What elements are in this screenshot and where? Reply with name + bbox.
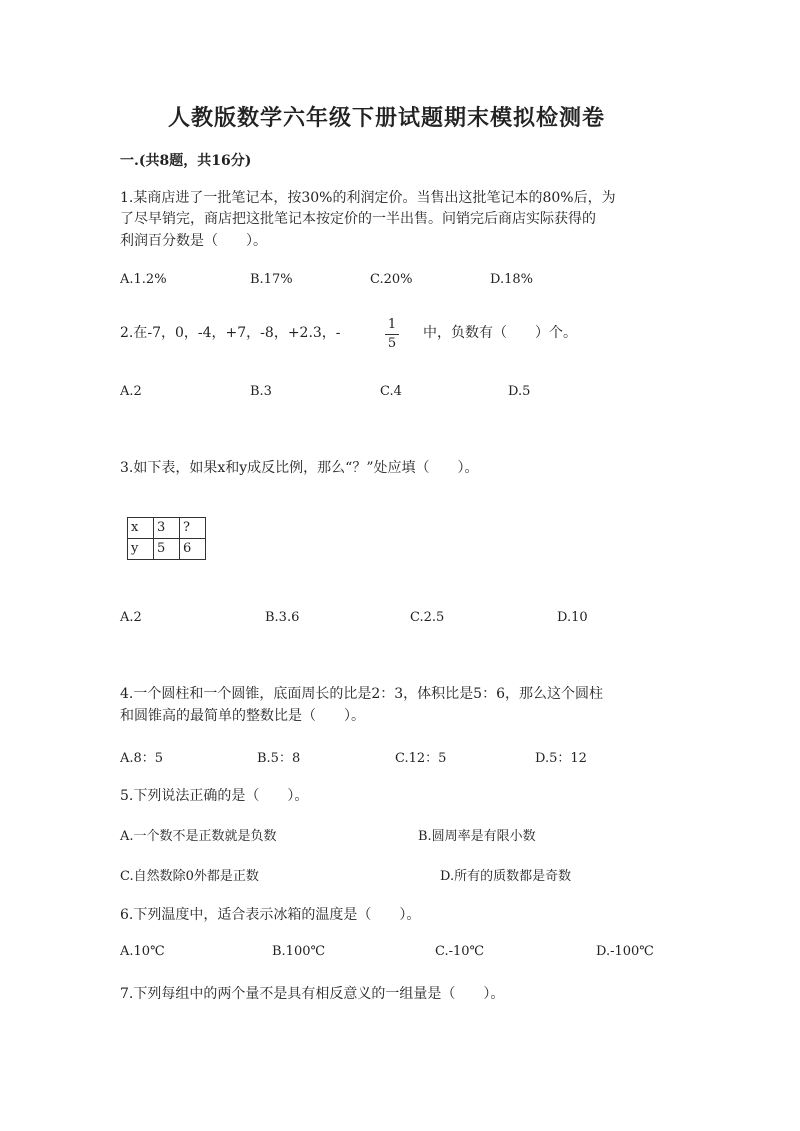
page-title: 人教版数学六年级下册试题期末模拟检测卷 (168, 105, 606, 131)
question-2-option-b[interactable]: B.3 (250, 384, 272, 399)
table-cell: ? (180, 518, 206, 539)
question-2-option-d[interactable]: D.5 (508, 384, 531, 399)
question-4-option-c[interactable]: C.12：5 (395, 751, 447, 766)
xy-table (127, 517, 206, 560)
question-3-option-b[interactable]: B.3.6 (265, 610, 300, 625)
question-3-option-d[interactable]: D.10 (557, 610, 588, 625)
question-6-text: 6.下列温度中，适合表示冰箱的温度是（ ）。 (120, 907, 421, 923)
question-1-option-d[interactable]: D.18% (490, 272, 533, 287)
question-2-option-c[interactable]: C.4 (380, 384, 402, 399)
question-5-option-b[interactable]: B.圆周率是有限小数 (418, 829, 536, 844)
question-2-text-after: 中，负数有（ ）个。 (423, 325, 577, 341)
section-heading: 一.(共8题，共16分) (120, 153, 252, 169)
table-cell: x (128, 518, 154, 539)
question-4-option-a[interactable]: A.8：5 (120, 751, 164, 766)
question-4-line-2: 和圆锥高的最简单的整数比是（ ）。 (120, 708, 365, 724)
question-3-option-c[interactable]: C.2.5 (410, 610, 445, 625)
question-3-option-a[interactable]: A.2 (120, 610, 142, 625)
table-row (128, 518, 206, 539)
question-1-line-1: 1.某商店进了一批笔记本，按30%的利润定价。当售出这批笔记本的80%后，为 (120, 190, 616, 206)
question-3-text: 3.如下表，如果x和y成反比例，那么“？”处应填（ ）。 (120, 460, 479, 476)
question-7-text: 7.下列每组中的两个量不是具有相反意义的一组量是（ ）。 (120, 986, 505, 1002)
question-4-line-1: 4.一个圆柱和一个圆锥，底面周长的比是2：3，体积比是5：6，那么这个圆柱 (120, 686, 603, 702)
question-6-option-c[interactable]: C.-10℃ (435, 944, 485, 959)
question-6-option-d[interactable]: D.-100℃ (596, 944, 654, 959)
question-5-option-c[interactable]: C.自然数除0外都是正数 (120, 869, 259, 884)
question-4-option-b[interactable]: B.5：8 (257, 751, 301, 766)
question-1-line-2: 了尽早销完，商店把这批笔记本按定价的一半出售。问销完后商店实际获得的 (120, 211, 596, 227)
question-4-option-d[interactable]: D.5：12 (535, 751, 587, 766)
question-5-option-a[interactable]: A.一个数不是正数就是负数 (120, 829, 277, 844)
question-1-option-c[interactable]: C.20% (370, 272, 413, 287)
fraction-bar (385, 334, 399, 335)
question-5-text: 5.下列说法正确的是（ ）。 (120, 788, 309, 804)
fraction-numerator: 1 (387, 317, 397, 332)
question-1-line-3: 利润百分数是（ ）。 (120, 233, 267, 249)
question-2-option-a[interactable]: A.2 (120, 384, 142, 399)
table-cell: 3 (154, 518, 180, 539)
fraction-one-fifth (385, 318, 399, 351)
question-1-option-a[interactable]: A.1.2% (120, 272, 167, 287)
table-cell: y (128, 539, 154, 560)
question-2-text-before: 2.在-7，0，-4，+7，-8，+2.3，- (120, 325, 341, 341)
question-6-option-a[interactable]: A.10℃ (120, 944, 165, 959)
table-cell: 6 (180, 539, 206, 560)
question-1-option-b[interactable]: B.17% (250, 272, 293, 287)
question-5-option-d[interactable]: D.所有的质数都是奇数 (440, 869, 572, 884)
question-6-option-b[interactable]: B.100℃ (272, 944, 326, 959)
fraction-denominator: 5 (387, 336, 397, 351)
table-row (128, 539, 206, 560)
table-cell: 5 (154, 539, 180, 560)
